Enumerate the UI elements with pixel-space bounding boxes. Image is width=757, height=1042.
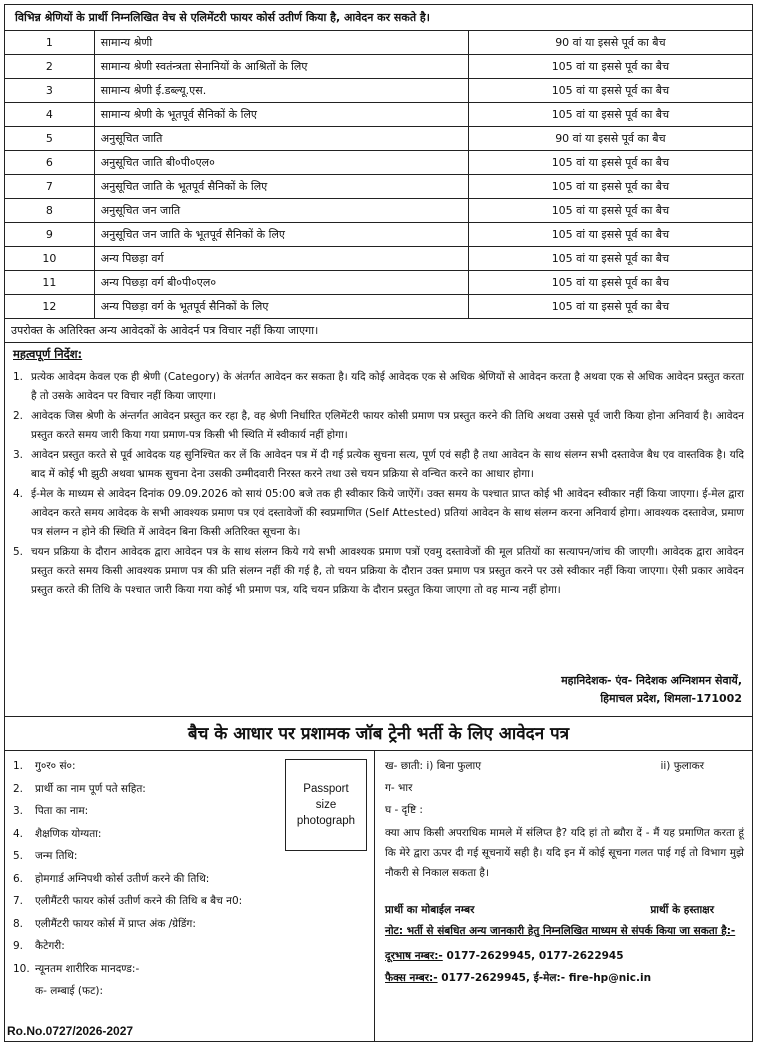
table-row — [5, 55, 753, 79]
phone-value: 0177-2629945, 0177-2622945 — [446, 950, 624, 962]
instruction-item — [13, 543, 744, 600]
table-row — [5, 199, 753, 223]
reference-number: Ro.No.0727/2026-2027 — [7, 1024, 134, 1038]
form-field-number: 4. — [13, 827, 24, 840]
form-field-number: 8. — [13, 917, 24, 930]
instruction-text: चयन प्रक्रिया के दौरान आवेदक द्वारा आवेदन पत्र के साथ संलग्न किये गये सभी आवश्यक प्रमाण पत्रों एवमु दस्तावेजों की मूल प्रतियों का सत्यापन/जांच की जाएगी। आवेदक द्वारा आवेदन प्रस्तुत करते समय किसी आवश्यक प्रमाण पत्र की प्रति संलग्न नहीं की गई है, तो चयन प्रक्रिया के दौरान उक्त प्रमाण पत्र प्रस्तुत करने पर उसे स्वीकार नहीं किया जाएगा। ऐसी प्रकार आवेदन प्रस्तुत करते की तिथि के पश्चात जारी किया गया कोई भी प्रमाण पत्र, यदि चयन प्रक्रिया के दौरान प्रस्तुत किया जाएगा तो वह मान्य नहीं होगा। — [31, 546, 744, 596]
category-cell: सामान्य श्रेणी ई.डब्ल्यू.एस. — [94, 79, 468, 103]
serial-number-cell: 7 — [5, 175, 95, 199]
form-field[interactable] — [13, 913, 368, 936]
chest-row[interactable] — [385, 755, 744, 777]
chest-expanded-label: ii) फुलाकर — [660, 760, 704, 772]
instruction-text: ई-मेल के माध्यम से आवेदन दिनांक 09.09.2026 को सायं 05:00 बजे तक ही स्वीकार किये जाऐंगें। उक्त समय के पश्चात प्राप्त कोई भी आवेदन स्वीकार नहीं किया जाएगा। ई-मेल द्वारा आवेदन करते समय आवेदक के सभी आवश्यक प्रमाण पत्र एवं दस्तावेजों की स्वप्रमाणित (Self Attested) प्रतियां आवेदन के साथ संलग्न करना अनिवार्य होगा। आवश्यक दस्तावेज, प्रमाण पत्र संलग्न न होने की स्थिति में आवेदन बिना किसी अतिरिक्त सूचना के। — [31, 488, 744, 538]
form-field-label: गु०र० सं०: — [35, 760, 76, 772]
application-form — [4, 751, 753, 1042]
chest-label: ख- छाती: i) बिना फुलाए — [385, 760, 482, 772]
instructions-heading: महत्वपूर्ण निर्देश: — [13, 347, 83, 361]
form-field[interactable] — [13, 935, 368, 958]
category-cell: अन्य पिछड़ा वर्ग के भूतपूर्व सैनिकों के लिए — [94, 295, 468, 319]
batch-cell: 105 वां या इससे पूर्व का बैच — [468, 247, 752, 271]
instruction-number: 2. — [13, 410, 24, 422]
phone-label: दूरभाष नम्बर:- — [385, 950, 443, 962]
form-field-label: जन्म तिथि: — [35, 850, 78, 862]
form-field-number: 6. — [13, 872, 24, 885]
form-field-label: न्यूनतम शारीरिक मानदण्ड:- — [35, 962, 140, 975]
form-field-number: 2. — [13, 782, 24, 795]
batch-cell: 105 वां या इससे पूर्व का बैच — [468, 55, 752, 79]
serial-number-cell: 11 — [5, 271, 95, 295]
serial-number-cell: 3 — [5, 79, 95, 103]
instructions-section — [4, 343, 753, 717]
instruction-item — [13, 485, 744, 542]
instruction-item — [13, 446, 744, 484]
category-cell: अनुसूचित जाति — [94, 127, 468, 151]
form-title: बैच के आधार पर प्रशामक जॉब ट्रेनी भर्ती के लिए आवेदन पत्र — [4, 717, 753, 751]
photo-box-line-2: size — [315, 799, 337, 811]
eligibility-table — [4, 30, 753, 319]
category-cell: अनुसूचित जन जाति — [94, 199, 468, 223]
instructions-list — [13, 368, 744, 600]
instruction-text: आवेदन प्रस्तुत करते से पूर्व आवेदक यह सुनिश्चित कर लें कि आवेदन पत्र में दी गई प्रत्येक सुचना सत्य, पूर्ण एवं सही है तथा आवेदन के साथ संलग्न सभी दस्तावेज बैध एव वास्तविक है। यदि बाद में कोई भी झुठी अथवा भ्रामक सुचना देना उसकी उम्मीदवारी निरस्त करने तथा उसे चयन प्रक्रिया से वन्चित करने का आधार होगा। — [31, 449, 744, 480]
applicant-sign-row — [385, 899, 744, 921]
batch-cell: 105 वां या इससे पूर्व का बैच — [468, 223, 752, 247]
batch-cell: 105 वां या इससे पूर्व का बैच — [468, 175, 752, 199]
batch-cell: 105 वां या इससे पूर्व का बैच — [468, 271, 752, 295]
vision-row[interactable]: घ - दृष्टि : — [385, 804, 423, 816]
category-cell: अन्य पिछड़ा वर्ग — [94, 247, 468, 271]
declaration-text: क्या आप किसी अपराधिक मामले में संलिप्त है? यदि हां तो ब्यौरा दें - मैं यह प्रमाणित करता हूं कि मेरे द्वारा ऊपर दी गई सूचनायें सही है। यदि इन में कोई सूचना गलत पाई गई तो विभाग मुझे नौकरी से निकाल सकता है। — [385, 827, 744, 879]
form-field-height[interactable] — [13, 980, 368, 1003]
signature-block — [561, 672, 742, 708]
eligibility-intro: विभिन्न श्रेणियों के प्रार्थी निम्नलिखित वेच से एलिमेंटरी फायर कोर्स उतीर्ण किया है, आवेदन कर सकते है। — [4, 4, 753, 30]
serial-number-cell: 10 — [5, 247, 95, 271]
table-row — [5, 295, 753, 319]
table-row — [5, 103, 753, 127]
table-row — [5, 247, 753, 271]
serial-number-cell: 12 — [5, 295, 95, 319]
form-field[interactable] — [13, 868, 368, 891]
form-right-column — [377, 751, 752, 1041]
category-cell: अनुसूचित जाति बी०पी०एल० — [94, 151, 468, 175]
form-field-number: 5. — [13, 850, 24, 862]
table-row — [5, 31, 753, 55]
instruction-number: 3. — [13, 449, 24, 461]
serial-number-cell: 8 — [5, 199, 95, 223]
batch-cell: 90 वां या इससे पूर्व का बैच — [468, 127, 752, 151]
instruction-number: 1. — [13, 371, 24, 383]
serial-number-cell: 1 — [5, 31, 95, 55]
batch-cell: 105 वां या इससे पूर्व का बैच — [468, 295, 752, 319]
photo-box-line-1: Passport — [303, 783, 349, 795]
table-row — [5, 223, 753, 247]
serial-number-cell: 6 — [5, 151, 95, 175]
instruction-text: प्रत्येक आवेदम केवल एक ही श्रेणी (Category) के अंतर्गत आवेदन कर सकता है। यदि कोई आवेदक एक से अधिक श्रेणियों से आवेदन करता है अथवा एक से अधिक आवेदन प्रस्तुत करता है तो उसके आवेदन पर विचार नहीं किया जाएगा। — [31, 371, 744, 402]
category-cell: सामान्य श्रेणी — [94, 31, 468, 55]
serial-number-cell: 2 — [5, 55, 95, 79]
table-row — [5, 151, 753, 175]
serial-number-cell: 9 — [5, 223, 95, 247]
serial-number-cell: 5 — [5, 127, 95, 151]
form-left-column — [5, 751, 375, 1041]
weight-row[interactable]: ग- भार — [385, 782, 413, 794]
batch-cell: 105 वां या इससे पूर्व का बैच — [468, 151, 752, 175]
batch-cell: 105 वां या इससे पूर्व का बैच — [468, 103, 752, 127]
contact-note: नोट: भर्ती से संबधित अन्य जानकारी हेतु निम्नलिखित माध्यम से संपर्क किया जा सकता है:- — [385, 925, 736, 937]
recruitment-notice-page — [4, 4, 753, 1038]
batch-cell: 105 वां या इससे पूर्व का बैच — [468, 79, 752, 103]
category-cell: सामान्य श्रेणी स्वतंन्त्रता सेनानियों के आश्रितों के लिए — [94, 55, 468, 79]
fax-row — [385, 967, 744, 989]
table-row — [5, 271, 753, 295]
table-note: उपरोक्त के अतिरिक्त अन्य आवेदकों के आवेदर्न पत्र विचार नहीं किया जाएगा। — [4, 319, 753, 343]
form-field-label: एलीमैंटरी फायर कोर्स में प्राप्त अंक /ग्रेडिंग: — [35, 917, 196, 930]
instruction-number: 4. — [13, 488, 24, 500]
category-cell: सामान्य श्रेणी के भूतपूर्व सैनिकों के लिए — [94, 103, 468, 127]
instruction-text: आवेदक जिस श्रेणी के अंन्तर्गत आवेदन प्रस्तुत कर रहा है, वह श्रेणी निर्धारित एलिमेंटरी फायर कोसी प्रमाण पत्र प्रस्तुत करने की तिथि अथवा उससे पूर्व जारी किया होना अनिवार्य है। आवेदन प्रस्तुत करते समय जारी किया गया प्रमाण-पत्र किसी भी स्थिति में स्वीकार्य नहीं होगा। — [31, 410, 744, 441]
form-field-number: 3. — [13, 805, 24, 817]
category-cell: अनुसूचित जाति के भूतपूर्व सैनिकों के लिए — [94, 175, 468, 199]
photo-box-line-3: photograph — [296, 815, 356, 827]
form-field[interactable] — [13, 890, 368, 913]
category-cell: अनुसूचित जन जाति के भूतपूर्व सैनिकों के लिए — [94, 223, 468, 247]
form-field-number: 9. — [13, 940, 24, 952]
instruction-item — [13, 368, 744, 406]
table-row — [5, 175, 753, 199]
fax-email-value[interactable]: 0177-2629945, ई-मेल:- fire-hp@nic.in — [441, 972, 652, 984]
form-field-label: प्रार्थी का नाम पूर्ण पते सहित: — [35, 782, 146, 795]
passport-photo-box[interactable] — [285, 759, 367, 851]
form-field-label: एलीमैंटरी फायर कोर्स उतीर्ण करने की तिथि ब बैच न0: — [35, 895, 243, 907]
form-field[interactable] — [13, 958, 368, 981]
mobile-number-label: प्रार्थी का मोबाईल नम्बर — [385, 904, 475, 916]
form-field-height-label: क- लम्बाई (फट): — [35, 985, 104, 997]
form-field-number: 7. — [13, 895, 24, 907]
signature-line-2: हिमाचल प्रदेश, शिमला-171002 — [600, 692, 742, 705]
form-field-number: 10. — [13, 962, 30, 975]
category-cell: अन्य पिछड़ा वर्ग बी०पी०एल० — [94, 271, 468, 295]
form-field-number: 1. — [13, 760, 24, 772]
fax-label: फैक्स नम्बर:- — [385, 972, 438, 984]
instruction-item — [13, 407, 744, 445]
table-row — [5, 127, 753, 151]
batch-cell: 105 वां या इससे पूर्व का बैच — [468, 199, 752, 223]
form-field-label: होमगार्ड अग्निपथी कोर्स उतीर्ण करने की तिथि: — [35, 872, 210, 885]
signature-line-1: महानिदेशक- एंव- निदेशक अग्निशमन सेवायें, — [561, 674, 742, 687]
applicant-signature-label: प्रार्थी के हस्ताक्षर — [650, 904, 714, 916]
phone-row — [385, 945, 744, 967]
instruction-number: 5. — [13, 546, 24, 558]
form-field-label: शैक्षणिक योग्यता: — [35, 827, 102, 840]
table-row — [5, 79, 753, 103]
batch-cell: 90 वां या इससे पूर्व का बैच — [468, 31, 752, 55]
form-field-label: कैटेगरी: — [35, 940, 65, 952]
serial-number-cell: 4 — [5, 103, 95, 127]
form-field-label: पिता का नाम: — [35, 805, 89, 817]
